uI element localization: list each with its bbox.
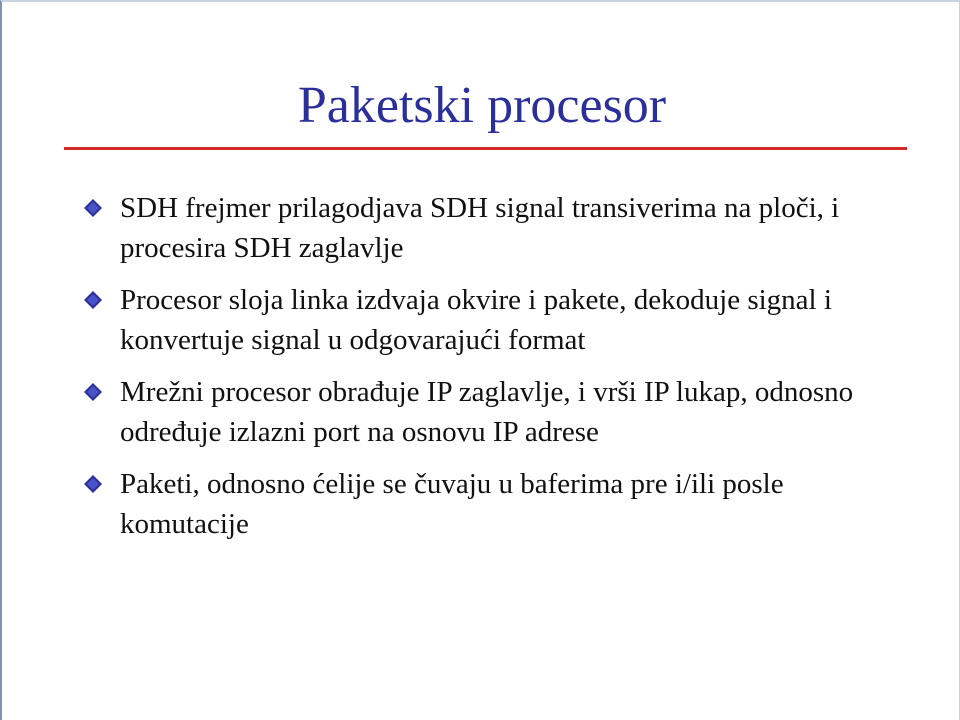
diamond-bullet-icon [84, 291, 102, 309]
bullet-list [84, 188, 884, 556]
bullet-item [84, 280, 884, 360]
bullet-text: Paketi, odnosno ćelije se čuvaju u baferima pre i/ili posle komutacije [120, 468, 784, 540]
diamond-bullet-icon [84, 475, 102, 493]
title-underline [64, 147, 907, 150]
bullet-text: Mrežni procesor obrađuje IP zaglavlje, i vrši IP lukap, odnosno određuje izlazni port na osnovu IP adrese [120, 376, 854, 448]
bullet-item [84, 372, 884, 452]
bullet-item [84, 464, 884, 544]
bullet-item [84, 188, 884, 268]
bullet-text: Procesor sloja linka izdvaja okvire i pakete, dekoduje signal i konvertuje signal u odgovarajući format [120, 284, 832, 356]
diamond-bullet-icon [84, 199, 102, 217]
slide-title: Paketski procesor [297, 77, 667, 134]
diamond-bullet-icon [84, 383, 102, 401]
bullet-text: SDH frejmer prilagodjava SDH signal transiverima na ploči, i procesira SDH zaglavlje [120, 192, 840, 264]
